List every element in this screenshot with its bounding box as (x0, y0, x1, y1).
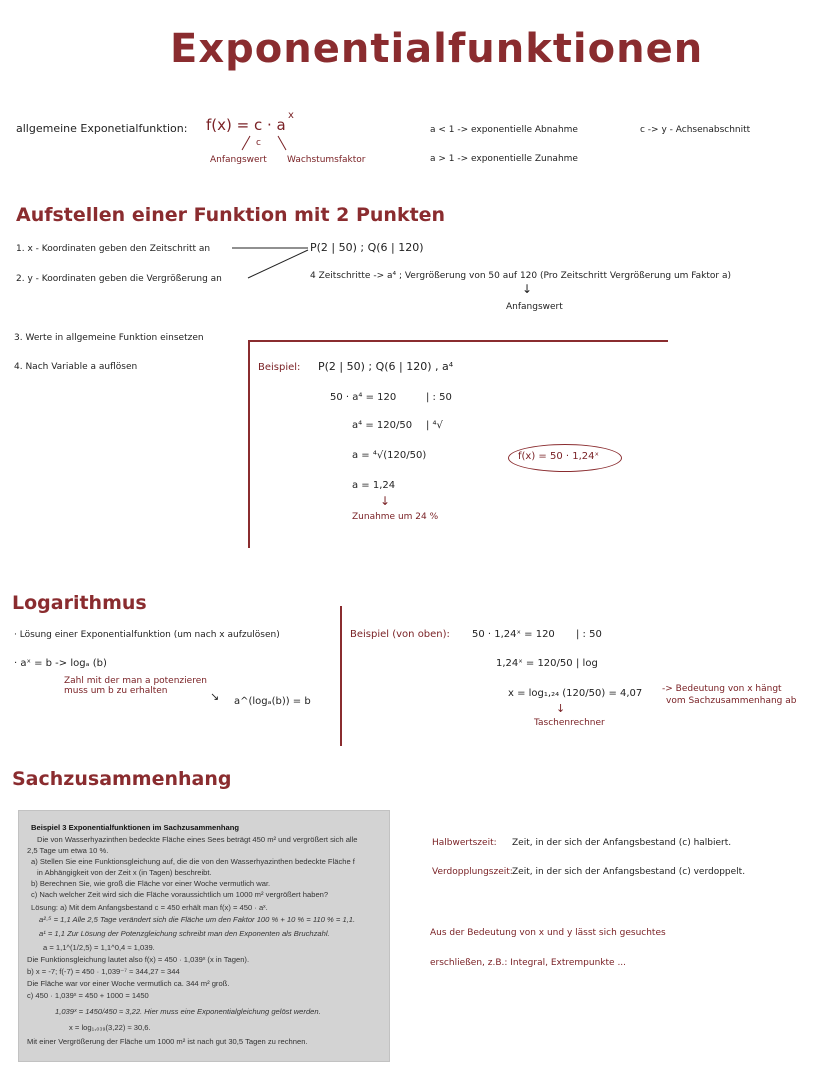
step-2: 2. y - Koordinaten geben die Vergrößerung an (16, 274, 222, 284)
step-3: 3. Werte in allgemeine Funktion einsetzen (14, 333, 204, 343)
page-title: Exponentialfunktionen (170, 26, 704, 72)
log-calc-2-op: | log (576, 658, 598, 669)
rule-abnahme: a < 1 -> exponentielle Abnahme (430, 125, 578, 135)
example-box-left (248, 340, 250, 548)
log-calc-2: 1,24ˣ = 120/50 (496, 658, 573, 669)
halbwert-label: Halbwertszeit: (432, 838, 497, 848)
log-divider (340, 606, 342, 746)
calc-2: a⁴ = 120/50 (352, 420, 413, 431)
anfangswert-note: Anfangswert (506, 302, 563, 312)
calc-2-op: | ⁴√ (426, 420, 443, 431)
identity-arrow: ↘ (210, 690, 220, 703)
tb-line: Lösung: a) Mit dem Anfangsbestand c = 450 erhält man f(x) = 450 · aˣ. (31, 903, 268, 912)
log-note: Zahl mit der man a potenzieren muss um b zu erhalten (64, 676, 207, 696)
note-2: erschließen, z.B.: Integral, Extrempunkte ... (430, 958, 627, 968)
tb-line: c) 450 · 1,039ˣ = 450 + 1000 = 1450 (27, 991, 149, 1000)
zeitschritte-explain: 4 Zeitschritte -> a⁴ ; Vergrößerung von 50 auf 120 (Pro Zeitschritt Vergrößerung um Faktor a) (310, 271, 732, 281)
tb-line: a²·⁵ = 1,1 Alle 2,5 Tage verändert sich die Fläche um den Faktor 100 % + 10 % = 110 % = 1,1. (39, 915, 356, 924)
tb-line: 1,039ˣ = 1450/450 ≈ 3,22. Hier muss eine Exponentialgleichung gelöst werden. (55, 1007, 321, 1016)
calc-3: a = ⁴√(120/50) (352, 450, 427, 461)
points: P(2 | 50) ; Q(6 | 120) (310, 241, 424, 254)
section-heading-aufstellen: Aufstellen einer Funktion mit 2 Punkten (16, 204, 446, 226)
log-identity: a^(logₐ(b)) = b (234, 696, 311, 707)
tb-line: x = log₁,₀₃₉(3,22) ≈ 30,6. (69, 1023, 151, 1032)
log-calc-1-op: | : 50 (576, 629, 602, 640)
tb-line: Die von Wasserhyazinthen bedeckte Fläche eines Sees beträgt 450 m² und vergrößert sich alle (37, 835, 358, 844)
tb-line: in Abhängigkeit von der Zeit x (in Tagen) beschreibt. (37, 868, 212, 877)
general-label: allgemeine Exponetialfunktion: (16, 122, 188, 135)
verdopp-label: Verdopplungszeit: (432, 867, 513, 877)
log-calc-1: 50 · 1,24ˣ = 120 (472, 629, 555, 640)
tb-line: Die Funktionsgleichung lautet also f(x) = 450 · 1,039ˣ (x in Tagen). (27, 955, 250, 964)
tb-title: Beispiel 3 Exponentialfunktionen im Sachzusammenhang (31, 823, 240, 832)
beispiel-label: Beispiel: (258, 362, 301, 373)
bedeutung-1: -> Bedeutung von x hängt (662, 684, 782, 694)
tb-line: a¹ = 1,1 Zur Lösung der Potenzgleichung schreibt man den Exponenten als Bruchzahl. (39, 929, 330, 938)
rule-achsenabschnitt: c -> y - Achsenabschnitt (640, 125, 751, 135)
section-heading-sachzusammenhang: Sachzusammenhang (12, 768, 232, 790)
section-heading-logarithmus: Logarithmus (12, 592, 147, 614)
log-beispiel-label: Beispiel (von oben): (350, 629, 450, 640)
taschenrechner-arrow: ↓ (556, 702, 566, 715)
calc-1-op: | : 50 (426, 392, 452, 403)
general-exponent: x (288, 110, 294, 121)
calc-1: 50 · a⁴ = 120 (330, 392, 397, 403)
step-4: 4. Nach Variable a auflösen (14, 362, 138, 372)
textbook-photo (18, 810, 390, 1062)
note-1: Aus der Bedeutung von x und y lässt sich gesuchtes (430, 928, 666, 938)
tb-line: 2,5 Tage um etwa 10 %. (27, 846, 109, 855)
general-formula: f(x) = c · a (206, 116, 286, 134)
tb-line: b) x = -7; f(-7) = 450 · 1,039⁻⁷ ≈ 344,27 ≈ 344 (27, 967, 180, 976)
tb-line: b) Berechnen Sie, wie groß die Fläche vor einer Woche vermutlich war. (31, 879, 271, 888)
verdopp-text: Zeit, in der sich der Anfangsbestand (c) verdoppelt. (512, 867, 746, 877)
wachstumsfaktor-label: Wachstumsfaktor (287, 155, 366, 165)
rule-zunahme: a > 1 -> exponentielle Zunahme (430, 154, 578, 164)
anfangswert-label: Anfangswert (210, 155, 267, 165)
halbwert-text: Zeit, in der sich der Anfangsbestand (c) halbiert. (512, 838, 732, 848)
tb-line: a) Stellen Sie eine Funktionsgleichung auf, die die von den Wasserhyazinthen bedeckte Fläche f (31, 857, 355, 866)
taschenrechner-note: Taschenrechner (534, 718, 605, 728)
tb-line: c) Nach welcher Zeit wird sich die Fläche voraussichtlich um 1000 m² vergrößert haben? (31, 890, 329, 899)
step-connector (228, 238, 318, 284)
step-1: 1. x - Koordinaten geben den Zeitschritt an (16, 244, 211, 254)
zunahme-arrow: ↓ (380, 494, 391, 508)
example-box-top (248, 340, 668, 342)
log-calc-3: x = log₁,₂₄ (120/50) = 4,07 (508, 688, 643, 699)
tb-line: a = 1,1^(1/2,5) = 1,1^0,4 ≈ 1,039. (43, 943, 155, 952)
log-line-1: · Lösung einer Exponentialfunktion (um nach x aufzulösen) (14, 630, 280, 640)
bedeutung-2: vom Sachzusammenhang ab (666, 696, 797, 706)
down-arrow: ↓ (522, 282, 533, 296)
tb-line: Die Fläche war vor einer Woche vermutlich ca. 344 m² groß. (27, 979, 230, 988)
c-mark: c (256, 138, 261, 148)
tb-line: Mit einer Vergrößerung der Fläche um 1000 m² ist nach gut 30,5 Tagen zu rechnen. (27, 1037, 308, 1046)
zunahme-note: Zunahme um 24 % (352, 512, 439, 522)
log-line-2: · aˣ = b -> logₐ (b) (14, 658, 107, 669)
formula-arrows (230, 134, 300, 156)
result-formula: f(x) = 50 · 1,24ˣ (518, 451, 599, 462)
calc-4: a = 1,24 (352, 480, 396, 491)
beispiel-points: P(2 | 50) ; Q(6 | 120) , a⁴ (318, 360, 454, 373)
